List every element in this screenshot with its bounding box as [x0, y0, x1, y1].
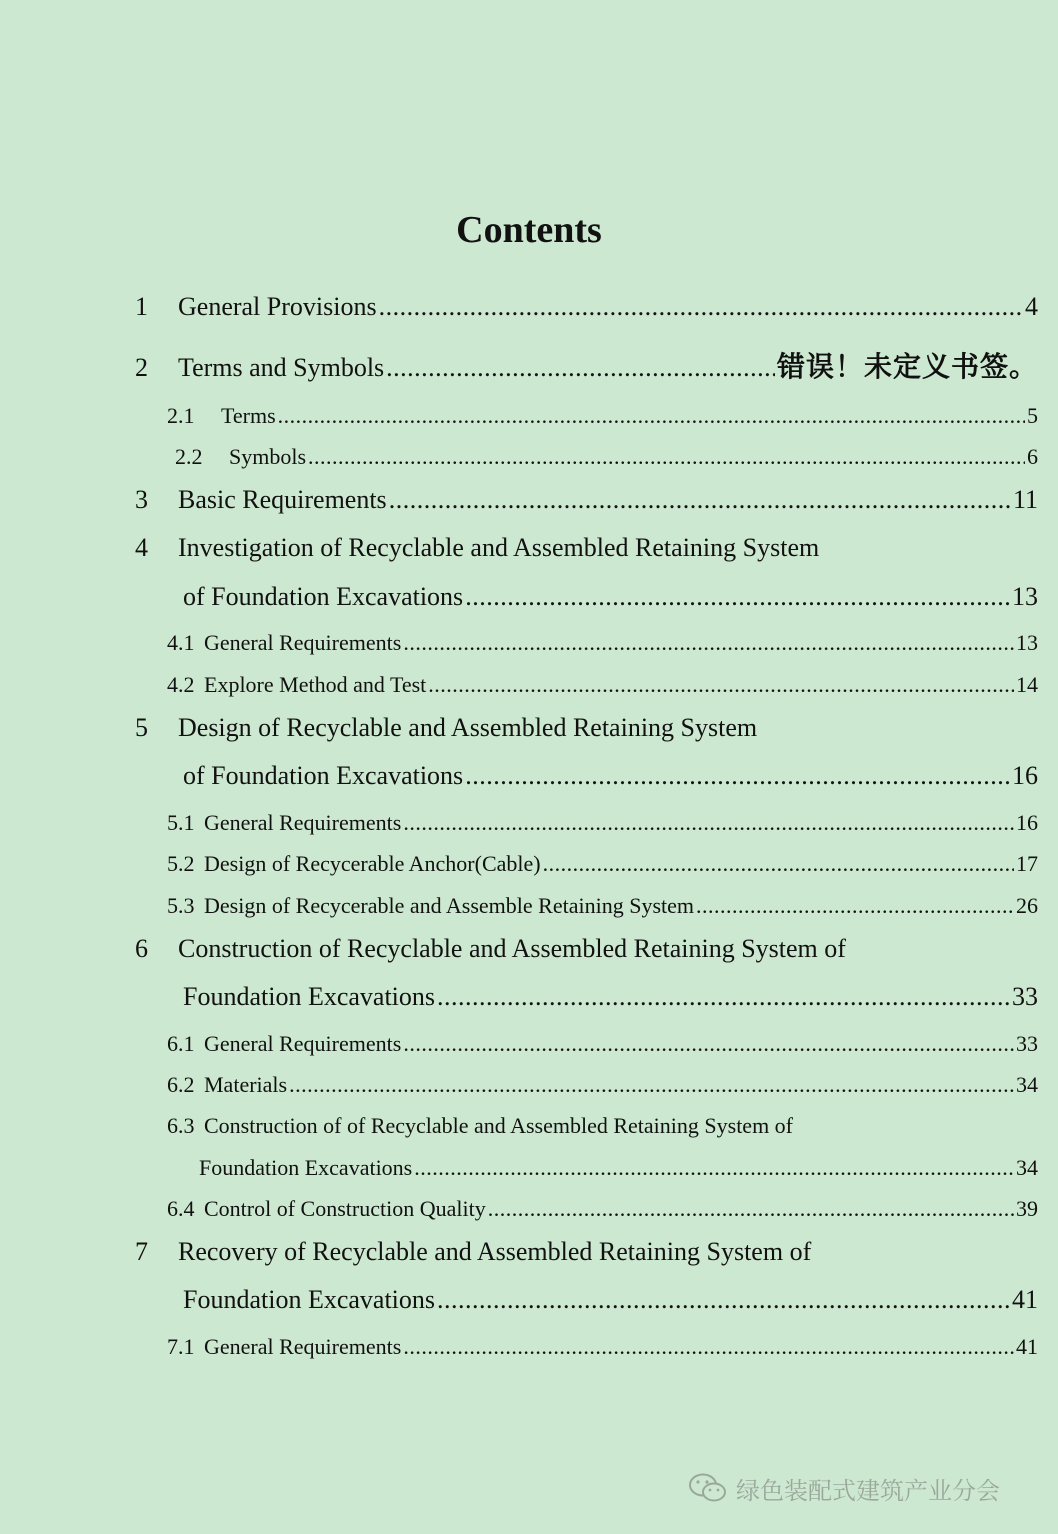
toc-entry-continuation[interactable]	[199, 1155, 1038, 1181]
toc-label: Basic Requirements	[178, 485, 387, 514]
toc-page: 33	[1016, 1031, 1038, 1056]
leader-dots	[403, 810, 1014, 836]
toc-number: 4	[135, 533, 148, 562]
toc-entry[interactable]	[167, 630, 1038, 656]
toc-number: 6.2	[167, 1072, 195, 1097]
toc-label: Design of Recycerable Anchor(Cable)	[204, 851, 541, 876]
toc-label: General Requirements	[204, 630, 402, 655]
toc-number: 2	[135, 353, 148, 382]
toc-page: 14	[1016, 672, 1038, 697]
toc-label: General Requirements	[204, 1334, 402, 1359]
toc-label: Recovery of Recyclable and Assembled Retaining System of	[178, 1237, 812, 1266]
toc-entry[interactable]	[167, 1196, 1038, 1222]
toc-entry-continuation[interactable]	[183, 582, 1038, 612]
toc-number: 1	[135, 292, 148, 321]
toc-page: 13	[1012, 582, 1038, 611]
toc-number: 6.4	[167, 1196, 195, 1221]
leader-dots	[308, 444, 1025, 470]
leader-dots	[379, 292, 1023, 322]
toc-number: 4.1	[167, 630, 195, 655]
toc-label: of Foundation Excavations	[183, 582, 464, 611]
leader-dots	[437, 982, 1010, 1012]
toc-entry-continuation[interactable]	[183, 761, 1038, 791]
leader-dots	[289, 1072, 1014, 1098]
toc-number: 5.3	[167, 893, 195, 918]
toc-entry[interactable]	[135, 345, 1038, 385]
toc-entry[interactable]	[167, 851, 1038, 877]
toc-number: 7	[135, 1237, 148, 1266]
toc-entry[interactable]	[167, 1031, 1038, 1057]
leader-dots	[465, 582, 1010, 612]
toc-page: 16	[1012, 761, 1038, 790]
toc-label: Terms	[221, 403, 276, 428]
leader-dots	[403, 1334, 1014, 1360]
toc-page: 16	[1016, 810, 1038, 835]
toc-number: 2.2	[175, 444, 203, 469]
toc-label: General Provisions	[178, 292, 377, 321]
leader-dots	[386, 353, 775, 383]
toc-number: 6.1	[167, 1031, 195, 1056]
toc-entry-continuation[interactable]	[183, 1285, 1038, 1315]
toc-page: 6	[1027, 444, 1038, 469]
toc-entry[interactable]	[135, 292, 1038, 322]
toc-page: 33	[1012, 982, 1038, 1011]
toc-entry[interactable]	[135, 713, 1038, 743]
toc-page: 34	[1016, 1072, 1038, 1097]
toc-entry[interactable]	[135, 934, 1038, 964]
toc-number: 5.1	[167, 810, 195, 835]
toc-entry[interactable]	[175, 444, 1038, 470]
leader-dots	[543, 851, 1014, 877]
toc-entry[interactable]	[135, 1237, 1038, 1267]
watermark-text: 绿色装配式建筑产业分会	[736, 1476, 1000, 1505]
toc-label: Terms and Symbols	[178, 353, 385, 382]
leader-dots	[403, 1031, 1014, 1057]
leader-dots	[465, 761, 1010, 791]
bookmark-error-text: 错误！未定义书签。	[776, 350, 1038, 383]
toc-label: Design of Recycerable and Assemble Retaining System	[204, 893, 694, 918]
toc-label: Construction of Recyclable and Assembled Retaining System of	[178, 934, 846, 963]
toc-label: Construction of of Recyclable and Assembled Retaining System of	[204, 1113, 794, 1138]
toc-page: 41	[1012, 1285, 1038, 1314]
toc-entry[interactable]	[167, 1113, 1038, 1139]
leader-dots	[488, 1196, 1014, 1222]
toc-label: of Foundation Excavations	[183, 761, 464, 790]
toc-entry[interactable]	[135, 533, 1038, 563]
toc-entry[interactable]	[167, 1072, 1038, 1098]
toc-entry-continuation[interactable]	[183, 982, 1038, 1012]
watermark	[688, 1470, 1000, 1506]
toc-label: Explore Method and Test	[204, 672, 427, 697]
toc-page: 13	[1016, 630, 1038, 655]
toc-number: 5	[135, 713, 148, 742]
toc-label: Foundation Excavations	[183, 982, 436, 1011]
toc-label: Foundation Excavations	[183, 1285, 436, 1314]
toc-entry[interactable]	[135, 485, 1038, 515]
toc-number: 5.2	[167, 851, 195, 876]
toc-page: 39	[1016, 1196, 1038, 1221]
leader-dots	[696, 893, 1014, 919]
toc-entry[interactable]	[167, 893, 1038, 919]
toc-number: 4.2	[167, 672, 195, 697]
page-title: Contents	[456, 209, 602, 251]
toc-label: Materials	[204, 1072, 288, 1097]
leader-dots	[414, 1155, 1014, 1181]
toc-entry[interactable]	[167, 403, 1038, 429]
toc-label: Design of Recyclable and Assembled Retaining System	[178, 713, 758, 742]
toc-page: 4	[1025, 292, 1038, 321]
leader-dots	[437, 1285, 1010, 1315]
leader-dots	[389, 485, 1011, 515]
toc-number: 6.3	[167, 1113, 195, 1138]
toc-number: 7.1	[167, 1334, 195, 1359]
toc-entry[interactable]	[167, 672, 1038, 698]
toc-number: 2.1	[167, 403, 195, 428]
wechat-icon	[688, 1472, 728, 1504]
toc-label: Control of Construction Quality	[204, 1196, 486, 1221]
toc-number: 3	[135, 485, 148, 514]
leader-dots	[278, 403, 1025, 429]
toc-label: General Requirements	[204, 1031, 402, 1056]
toc-label: Foundation Excavations	[199, 1155, 413, 1180]
toc-entry[interactable]	[167, 810, 1038, 836]
leader-dots	[428, 672, 1014, 698]
toc-label: General Requirements	[204, 810, 402, 835]
toc-label: Symbols	[229, 444, 307, 469]
toc-page: 17	[1016, 851, 1038, 876]
toc-page: 11	[1012, 485, 1038, 514]
toc-page: 41	[1016, 1334, 1038, 1359]
toc-number: 6	[135, 934, 148, 963]
toc-page: 34	[1016, 1155, 1038, 1180]
toc-page: 26	[1016, 893, 1038, 918]
toc-page: 5	[1027, 403, 1038, 428]
toc-label: Investigation of Recyclable and Assembled Retaining System	[178, 533, 820, 562]
leader-dots	[403, 630, 1014, 656]
toc-entry[interactable]	[167, 1334, 1038, 1360]
